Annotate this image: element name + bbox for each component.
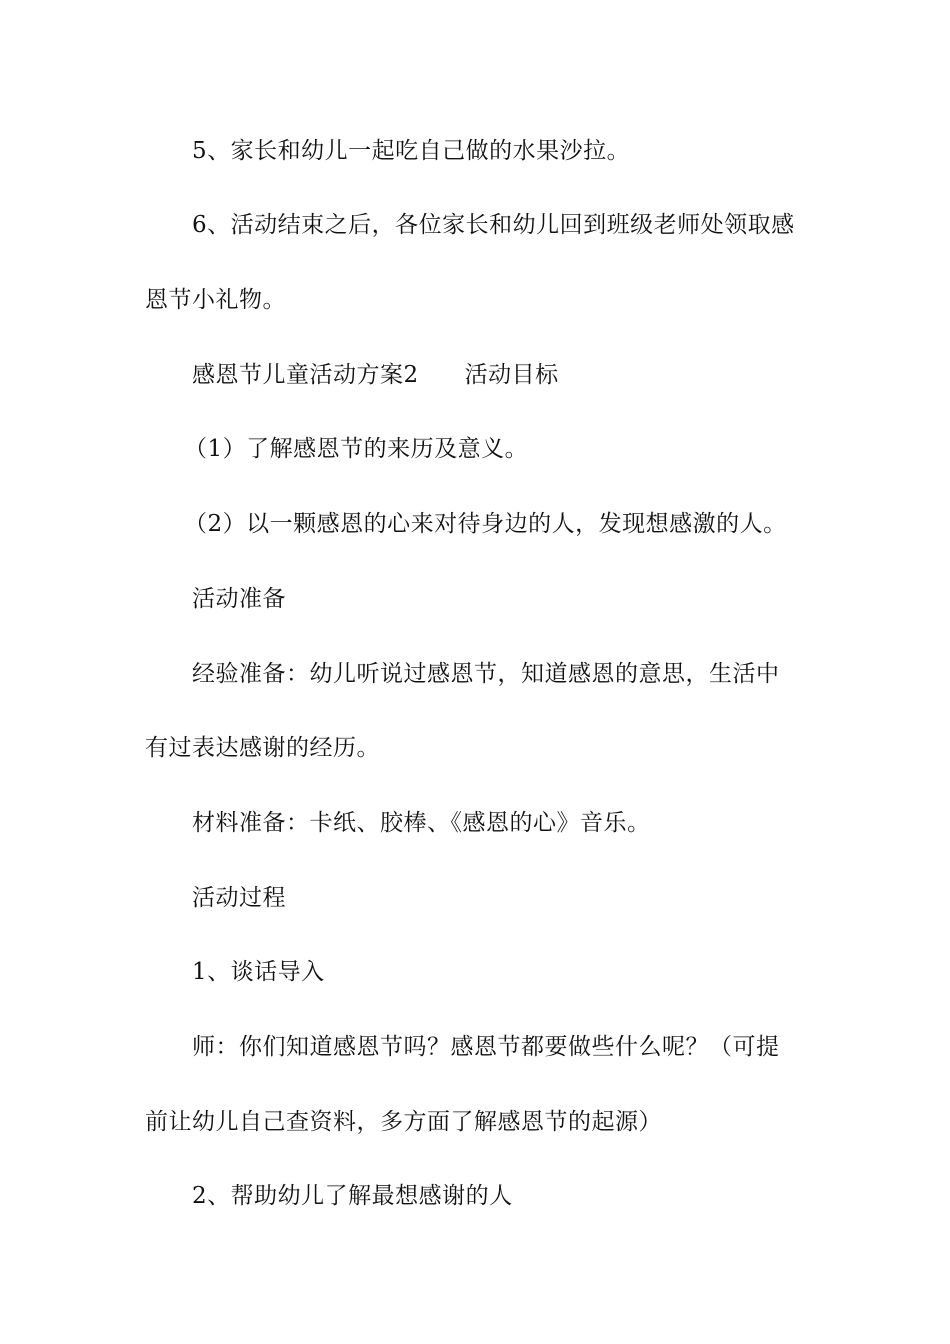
text-line-materials: 材料准备：卡纸、胶棒、《感恩的心》音乐。 bbox=[192, 810, 651, 836]
text-line-experience-1: 经验准备：幼儿听说过感恩节，知道感恩的意思，生活中 bbox=[192, 661, 780, 687]
text-line-step-1: 1、谈话导入 bbox=[192, 959, 325, 985]
subsection-heading-process: 活动过程 bbox=[192, 885, 286, 911]
text-line-goal-1: （1）了解感恩节的来历及意义。 bbox=[184, 436, 529, 462]
subsection-heading-goals: 活动目标 bbox=[464, 362, 559, 388]
text-line-2: 6、活动结束之后，各位家长和幼儿回到班级老师处领取感 bbox=[192, 212, 795, 238]
text-line-1: 5、家长和幼儿一起吃自己做的水果沙拉。 bbox=[192, 138, 631, 164]
text-line-goal-2: （2）以一颗感恩的心来对待身边的人，发现想感激的人。 bbox=[184, 511, 787, 537]
section-title-line bbox=[192, 360, 559, 390]
text-line-teacher-1: 师：你们知道感恩节吗？感恩节都要做些什么呢？（可提 bbox=[192, 1034, 780, 1060]
text-line-step-2: 2、帮助幼儿了解最想感谢的人 bbox=[192, 1183, 513, 1209]
section-title: 感恩节儿童活动方案2 bbox=[192, 362, 419, 388]
text-line-3: 恩节小礼物。 bbox=[145, 287, 286, 313]
text-line-teacher-2: 前让幼儿自己查资料，多方面了解感恩节的起源） bbox=[145, 1109, 662, 1135]
subsection-heading-preparation: 活动准备 bbox=[192, 586, 286, 612]
text-line-experience-2: 有过表达感谢的经历。 bbox=[145, 735, 380, 761]
